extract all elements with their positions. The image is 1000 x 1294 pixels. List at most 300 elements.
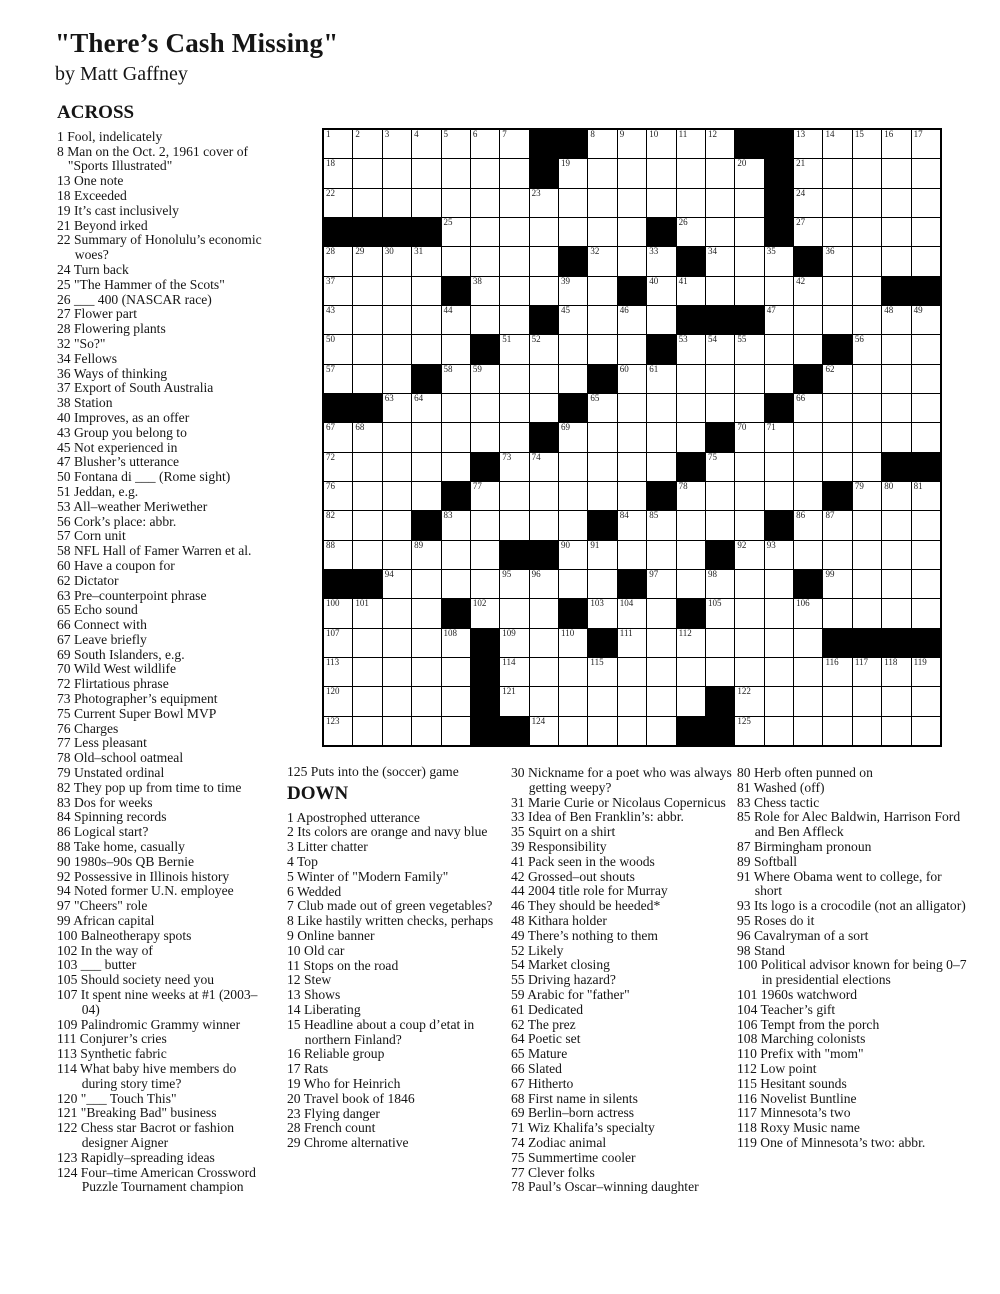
grid-cell[interactable] [882,218,910,246]
grid-cell[interactable] [735,159,763,187]
grid-cell[interactable] [442,247,470,275]
grid-cell[interactable] [324,423,352,451]
grid-cell[interactable] [677,687,705,715]
grid-cell[interactable] [353,453,381,481]
grid-cell[interactable] [471,189,499,217]
grid-cell[interactable] [853,658,881,686]
grid-cell[interactable] [530,247,558,275]
grid-cell[interactable] [853,277,881,305]
grid-cell[interactable] [383,130,411,158]
grid-cell[interactable] [412,482,440,510]
grid-cell[interactable] [353,717,381,745]
grid-cell[interactable] [500,453,528,481]
grid-cell[interactable] [735,335,763,363]
grid-cell[interactable] [442,658,470,686]
grid-cell[interactable] [559,511,587,539]
grid-cell[interactable] [500,159,528,187]
grid-cell[interactable] [383,511,411,539]
grid-cell[interactable] [500,511,528,539]
grid-cell[interactable] [912,658,940,686]
grid-cell[interactable] [882,599,910,627]
grid-cell[interactable] [559,159,587,187]
grid-cell[interactable] [442,130,470,158]
grid-cell[interactable] [353,482,381,510]
grid-cell[interactable] [853,218,881,246]
grid-cell[interactable] [471,247,499,275]
grid-cell[interactable] [882,365,910,393]
grid-cell[interactable] [735,658,763,686]
grid-cell[interactable] [647,247,675,275]
grid-cell[interactable] [588,130,616,158]
grid-cell[interactable] [530,365,558,393]
grid-cell[interactable] [794,423,822,451]
grid-cell[interactable] [765,658,793,686]
grid-cell[interactable] [882,335,910,363]
grid-cell[interactable] [442,541,470,569]
grid-cell[interactable] [853,365,881,393]
grid-cell[interactable] [735,570,763,598]
grid-cell[interactable] [559,541,587,569]
grid-cell[interactable] [500,277,528,305]
grid-cell[interactable] [823,541,851,569]
grid-cell[interactable] [618,511,646,539]
grid-cell[interactable] [735,247,763,275]
grid-cell[interactable] [853,541,881,569]
grid-cell[interactable] [442,511,470,539]
grid-cell[interactable] [647,658,675,686]
grid-cell[interactable] [677,189,705,217]
grid-cell[interactable] [383,482,411,510]
grid-cell[interactable] [618,599,646,627]
grid-cell[interactable] [794,541,822,569]
grid-cell[interactable] [794,394,822,422]
grid-cell[interactable] [912,218,940,246]
grid-cell[interactable] [588,658,616,686]
grid-cell[interactable] [412,159,440,187]
grid-cell[interactable] [500,247,528,275]
grid-cell[interactable] [706,453,734,481]
grid-cell[interactable] [383,599,411,627]
grid-cell[interactable] [383,247,411,275]
grid-cell[interactable] [353,687,381,715]
grid-cell[interactable] [412,658,440,686]
grid-cell[interactable] [500,130,528,158]
grid-cell[interactable] [912,511,940,539]
grid-cell[interactable] [471,394,499,422]
grid-cell[interactable] [383,658,411,686]
grid-cell[interactable] [912,335,940,363]
grid-cell[interactable] [912,570,940,598]
grid-cell[interactable] [647,365,675,393]
grid-cell[interactable] [853,482,881,510]
grid-cell[interactable] [912,394,940,422]
grid-cell[interactable] [882,247,910,275]
grid-cell[interactable] [324,130,352,158]
grid-cell[interactable] [882,423,910,451]
grid-cell[interactable] [442,335,470,363]
grid-cell[interactable] [324,277,352,305]
grid-cell[interactable] [324,306,352,334]
grid-cell[interactable] [588,394,616,422]
grid-cell[interactable] [383,306,411,334]
grid-cell[interactable] [353,306,381,334]
grid-cell[interactable] [324,189,352,217]
grid-cell[interactable] [588,159,616,187]
grid-cell[interactable] [823,247,851,275]
grid-cell[interactable] [823,394,851,422]
grid-cell[interactable] [383,687,411,715]
grid-cell[interactable] [794,599,822,627]
grid-cell[interactable] [471,277,499,305]
grid-cell[interactable] [618,717,646,745]
grid-cell[interactable] [588,335,616,363]
grid-cell[interactable] [442,365,470,393]
grid-cell[interactable] [324,687,352,715]
grid-cell[interactable] [588,687,616,715]
grid-cell[interactable] [912,717,940,745]
grid-cell[interactable] [559,189,587,217]
grid-cell[interactable] [647,306,675,334]
grid-cell[interactable] [559,482,587,510]
grid-cell[interactable] [324,482,352,510]
grid-cell[interactable] [559,570,587,598]
grid-cell[interactable] [530,394,558,422]
grid-cell[interactable] [442,717,470,745]
grid-cell[interactable] [383,189,411,217]
grid-cell[interactable] [853,306,881,334]
grid-cell[interactable] [706,599,734,627]
grid-cell[interactable] [353,541,381,569]
grid-cell[interactable] [765,306,793,334]
grid-cell[interactable] [383,365,411,393]
grid-cell[interactable] [735,453,763,481]
grid-cell[interactable] [735,365,763,393]
grid-cell[interactable] [647,277,675,305]
grid-cell[interactable] [794,159,822,187]
grid-cell[interactable] [706,394,734,422]
grid-cell[interactable] [912,189,940,217]
grid-cell[interactable] [706,365,734,393]
grid-cell[interactable] [530,599,558,627]
grid-cell[interactable] [324,599,352,627]
grid-cell[interactable] [735,189,763,217]
grid-cell[interactable] [530,277,558,305]
grid-cell[interactable] [500,335,528,363]
grid-cell[interactable] [618,218,646,246]
grid-cell[interactable] [353,599,381,627]
grid-cell[interactable] [823,511,851,539]
grid-cell[interactable] [735,599,763,627]
grid-cell[interactable] [618,394,646,422]
grid-cell[interactable] [412,306,440,334]
grid-cell[interactable] [912,365,940,393]
grid-cell[interactable] [794,277,822,305]
grid-cell[interactable] [500,599,528,627]
grid-cell[interactable] [823,130,851,158]
grid-cell[interactable] [500,218,528,246]
grid-cell[interactable] [647,130,675,158]
grid-cell[interactable] [353,629,381,657]
grid-cell[interactable] [383,423,411,451]
grid-cell[interactable] [442,570,470,598]
grid-cell[interactable] [735,629,763,657]
grid-cell[interactable] [853,130,881,158]
grid-cell[interactable] [618,189,646,217]
grid-cell[interactable] [383,394,411,422]
grid-cell[interactable] [794,629,822,657]
grid-cell[interactable] [412,717,440,745]
grid-cell[interactable] [530,658,558,686]
grid-cell[interactable] [853,717,881,745]
grid-cell[interactable] [677,218,705,246]
grid-cell[interactable] [823,159,851,187]
grid-cell[interactable] [794,189,822,217]
grid-cell[interactable] [500,306,528,334]
grid-cell[interactable] [677,159,705,187]
grid-cell[interactable] [853,687,881,715]
grid-cell[interactable] [588,277,616,305]
grid-cell[interactable] [677,423,705,451]
grid-cell[interactable] [500,365,528,393]
grid-cell[interactable] [471,218,499,246]
grid-cell[interactable] [353,658,381,686]
grid-cell[interactable] [706,570,734,598]
grid-cell[interactable] [882,511,910,539]
grid-cell[interactable] [647,541,675,569]
grid-cell[interactable] [559,717,587,745]
grid-cell[interactable] [794,687,822,715]
grid-cell[interactable] [588,453,616,481]
grid-cell[interactable] [530,687,558,715]
grid-cell[interactable] [412,687,440,715]
grid-cell[interactable] [471,599,499,627]
grid-cell[interactable] [324,159,352,187]
grid-cell[interactable] [882,541,910,569]
grid-cell[interactable] [765,629,793,657]
grid-cell[interactable] [618,130,646,158]
grid-cell[interactable] [853,511,881,539]
grid-cell[interactable] [823,365,851,393]
grid-cell[interactable] [765,541,793,569]
grid-cell[interactable] [471,423,499,451]
grid-cell[interactable] [706,511,734,539]
grid-cell[interactable] [882,189,910,217]
grid-cell[interactable] [471,482,499,510]
grid-cell[interactable] [823,189,851,217]
grid-cell[interactable] [500,570,528,598]
grid-cell[interactable] [823,570,851,598]
grid-cell[interactable] [882,159,910,187]
grid-cell[interactable] [442,453,470,481]
grid-cell[interactable] [823,658,851,686]
grid-cell[interactable] [412,570,440,598]
grid-cell[interactable] [706,482,734,510]
grid-cell[interactable] [530,570,558,598]
grid-cell[interactable] [647,511,675,539]
grid-cell[interactable] [647,394,675,422]
grid-cell[interactable] [677,511,705,539]
grid-cell[interactable] [677,658,705,686]
grid-cell[interactable] [442,394,470,422]
grid-cell[interactable] [324,365,352,393]
grid-cell[interactable] [706,629,734,657]
grid-cell[interactable] [383,570,411,598]
grid-cell[interactable] [471,306,499,334]
grid-cell[interactable] [912,541,940,569]
grid-cell[interactable] [559,629,587,657]
grid-cell[interactable] [677,541,705,569]
grid-cell[interactable] [500,658,528,686]
grid-cell[interactable] [677,629,705,657]
grid-cell[interactable] [383,541,411,569]
grid-cell[interactable] [353,335,381,363]
grid-cell[interactable] [471,541,499,569]
grid-cell[interactable] [823,687,851,715]
grid-cell[interactable] [412,599,440,627]
grid-cell[interactable] [853,159,881,187]
grid-cell[interactable] [618,482,646,510]
grid-cell[interactable] [588,482,616,510]
grid-cell[interactable] [471,130,499,158]
grid-cell[interactable] [647,189,675,217]
grid-cell[interactable] [530,482,558,510]
grid-cell[interactable] [882,570,910,598]
grid-cell[interactable] [765,453,793,481]
grid-cell[interactable] [853,335,881,363]
grid-cell[interactable] [500,482,528,510]
grid-cell[interactable] [383,335,411,363]
grid-cell[interactable] [383,717,411,745]
grid-cell[interactable] [588,218,616,246]
grid-cell[interactable] [677,335,705,363]
grid-cell[interactable] [882,658,910,686]
grid-cell[interactable] [588,247,616,275]
grid-cell[interactable] [618,423,646,451]
grid-cell[interactable] [912,306,940,334]
grid-cell[interactable] [559,277,587,305]
grid-cell[interactable] [765,687,793,715]
grid-cell[interactable] [353,159,381,187]
grid-cell[interactable] [559,453,587,481]
grid-cell[interactable] [530,335,558,363]
grid-cell[interactable] [618,365,646,393]
grid-cell[interactable] [647,159,675,187]
grid-cell[interactable] [618,335,646,363]
grid-cell[interactable] [794,130,822,158]
grid-cell[interactable] [735,277,763,305]
grid-cell[interactable] [823,306,851,334]
grid-cell[interactable] [324,629,352,657]
grid-cell[interactable] [912,687,940,715]
grid-cell[interactable] [500,394,528,422]
grid-cell[interactable] [765,423,793,451]
grid-cell[interactable] [588,541,616,569]
grid-cell[interactable] [588,306,616,334]
grid-cell[interactable] [794,453,822,481]
grid-cell[interactable] [765,277,793,305]
grid-cell[interactable] [706,277,734,305]
grid-cell[interactable] [647,570,675,598]
grid-cell[interactable] [471,365,499,393]
grid-cell[interactable] [706,247,734,275]
grid-cell[interactable] [677,277,705,305]
grid-cell[interactable] [735,423,763,451]
grid-cell[interactable] [353,511,381,539]
grid-cell[interactable] [735,511,763,539]
grid-cell[interactable] [353,423,381,451]
grid-cell[interactable] [706,335,734,363]
grid-cell[interactable] [794,335,822,363]
grid-cell[interactable] [853,423,881,451]
grid-cell[interactable] [559,423,587,451]
grid-cell[interactable] [853,599,881,627]
grid-cell[interactable] [882,482,910,510]
grid-cell[interactable] [618,541,646,569]
grid-cell[interactable] [324,717,352,745]
grid-cell[interactable] [530,218,558,246]
grid-cell[interactable] [794,306,822,334]
grid-cell[interactable] [882,394,910,422]
grid-cell[interactable] [794,658,822,686]
grid-cell[interactable] [677,130,705,158]
grid-cell[interactable] [647,453,675,481]
grid-cell[interactable] [588,570,616,598]
grid-cell[interactable] [735,482,763,510]
grid-cell[interactable] [823,423,851,451]
grid-cell[interactable] [324,247,352,275]
grid-cell[interactable] [735,717,763,745]
grid-cell[interactable] [735,687,763,715]
grid-cell[interactable] [442,189,470,217]
grid-cell[interactable] [677,570,705,598]
grid-cell[interactable] [912,130,940,158]
grid-cell[interactable] [412,277,440,305]
grid-cell[interactable] [383,159,411,187]
grid-cell[interactable] [500,189,528,217]
grid-cell[interactable] [765,599,793,627]
grid-cell[interactable] [412,453,440,481]
grid-cell[interactable] [647,717,675,745]
grid-cell[interactable] [530,453,558,481]
grid-cell[interactable] [559,335,587,363]
grid-cell[interactable] [383,277,411,305]
grid-cell[interactable] [442,218,470,246]
grid-cell[interactable] [912,159,940,187]
grid-cell[interactable] [559,306,587,334]
grid-cell[interactable] [765,717,793,745]
grid-cell[interactable] [588,189,616,217]
grid-cell[interactable] [765,335,793,363]
grid-cell[interactable] [735,394,763,422]
grid-cell[interactable] [353,247,381,275]
grid-cell[interactable] [588,717,616,745]
grid-cell[interactable] [442,629,470,657]
grid-cell[interactable] [912,423,940,451]
grid-cell[interactable] [765,247,793,275]
grid-cell[interactable] [618,453,646,481]
grid-cell[interactable] [912,599,940,627]
grid-cell[interactable] [353,277,381,305]
grid-cell[interactable] [412,189,440,217]
grid-cell[interactable] [794,218,822,246]
grid-cell[interactable] [324,453,352,481]
grid-cell[interactable] [823,277,851,305]
grid-cell[interactable] [677,365,705,393]
grid-cell[interactable] [471,511,499,539]
grid-cell[interactable] [677,394,705,422]
grid-cell[interactable] [912,247,940,275]
grid-cell[interactable] [882,306,910,334]
